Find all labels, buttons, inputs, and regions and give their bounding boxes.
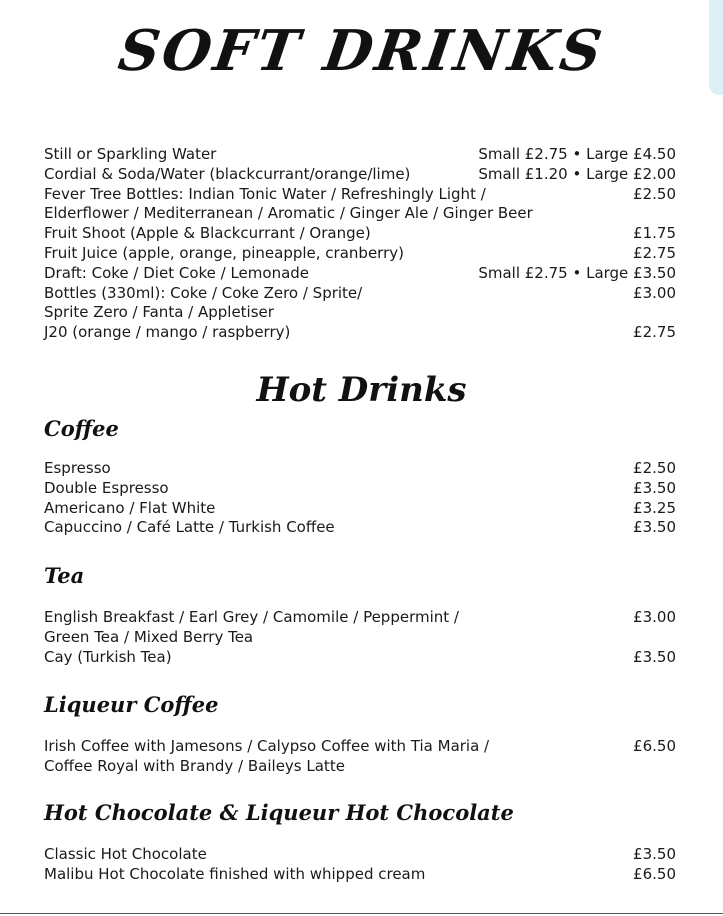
item-price: £3.50 xyxy=(633,647,676,666)
item-price: £2.50 xyxy=(633,184,676,203)
liqueur-coffee-list xyxy=(44,737,676,777)
item-name: Capuccino / Café Latte / Turkish Coffee xyxy=(44,518,335,537)
coffee-list xyxy=(44,459,676,538)
menu-row xyxy=(44,608,676,628)
item-price: £1.75 xyxy=(633,224,676,243)
menu-row xyxy=(44,224,676,244)
hot-chocolate-list xyxy=(44,845,676,885)
item-price: £3.50 xyxy=(633,518,676,537)
item-name: Still or Sparkling Water xyxy=(44,145,217,163)
item-price: £3.00 xyxy=(633,608,676,626)
item-name: Classic Hot Chocolate xyxy=(44,845,207,863)
menu-row xyxy=(44,165,676,185)
item-price: £3.50 xyxy=(633,845,676,863)
menu-row xyxy=(44,303,676,323)
item-name: Irish Coffee with Jamesons / Calypso Coffee with Tia Maria / xyxy=(44,737,490,755)
soft-drinks-list xyxy=(44,145,676,343)
page-title: SOFT DRINKS xyxy=(114,18,609,84)
item-price: £6.50 xyxy=(633,864,676,883)
item-name: J20 (orange / mango / raspberry) xyxy=(44,323,291,342)
item-name: English Breakfast / Earl Grey / Camomile / Peppermint / xyxy=(44,608,459,626)
item-price: £6.50 xyxy=(633,737,676,755)
item-name: Bottles (330ml): Coke / Coke Zero / Sprite/ xyxy=(44,283,363,302)
item-price: Small £2.75 • Large £3.50 xyxy=(478,263,676,282)
item-name: Cordial & Soda/Water (blackcurrant/orange/lime) xyxy=(44,164,411,183)
menu-row xyxy=(44,323,676,343)
menu-row xyxy=(44,185,676,205)
menu-row xyxy=(44,845,676,865)
item-name: Fever Tree Bottles: Indian Tonic Water / Refreshingly Light / xyxy=(44,184,486,203)
menu-row xyxy=(44,145,676,165)
menu-row xyxy=(44,628,676,648)
menu-row xyxy=(44,757,676,777)
menu-row xyxy=(44,518,676,538)
item-name: Cay (Turkish Tea) xyxy=(44,647,172,666)
item-price: £2.75 xyxy=(633,323,676,342)
item-name: Draft: Coke / Diet Coke / Lemonade xyxy=(44,263,310,282)
menu-row xyxy=(44,499,676,519)
item-price: £3.25 xyxy=(633,498,676,517)
menu-row xyxy=(44,865,676,885)
menu-row xyxy=(44,737,676,757)
item-price: £3.50 xyxy=(633,478,676,497)
item-price: £2.75 xyxy=(633,243,676,262)
item-name: Fruit Shoot (Apple & Blackcurrant / Orange) xyxy=(44,224,371,243)
item-name: Green Tea / Mixed Berry Tea xyxy=(44,627,254,646)
item-name: Malibu Hot Chocolate finished with whipped cream xyxy=(44,864,426,883)
item-name: Fruit Juice (apple, orange, pineapple, cranberry) xyxy=(44,243,404,262)
item-price: Small £1.20 • Large £2.00 xyxy=(478,164,676,183)
tea-list xyxy=(44,608,676,667)
hot-chocolate-heading: Hot Chocolate & Liqueur Hot Chocolate xyxy=(44,800,514,825)
item-name: Sprite Zero / Fanta / Appletiser xyxy=(44,303,274,322)
menu-row xyxy=(44,264,676,284)
coffee-heading: Coffee xyxy=(44,416,119,441)
tea-heading: Tea xyxy=(44,563,85,588)
menu-row xyxy=(44,459,676,479)
item-price: £3.00 xyxy=(633,283,676,302)
item-name: Espresso xyxy=(44,459,111,477)
hot-drinks-title: Hot Drinks xyxy=(256,370,467,410)
menu-row xyxy=(44,244,676,264)
menu-row xyxy=(44,479,676,499)
menu-row xyxy=(44,204,676,224)
item-name: Coffee Royal with Brandy / Baileys Latte xyxy=(44,756,345,775)
item-name: Elderflower / Mediterranean / Aromatic / Ginger Ale / Ginger Beer xyxy=(44,204,533,223)
item-price: Small £2.75 • Large £4.50 xyxy=(478,145,676,163)
item-name: Double Espresso xyxy=(44,478,169,497)
liqueur-coffee-heading: Liqueur Coffee xyxy=(44,692,219,717)
bottom-divider xyxy=(0,913,723,914)
item-price: £2.50 xyxy=(633,459,676,477)
item-name: Americano / Flat White xyxy=(44,498,216,517)
menu-row xyxy=(44,648,676,668)
menu-row xyxy=(44,284,676,304)
